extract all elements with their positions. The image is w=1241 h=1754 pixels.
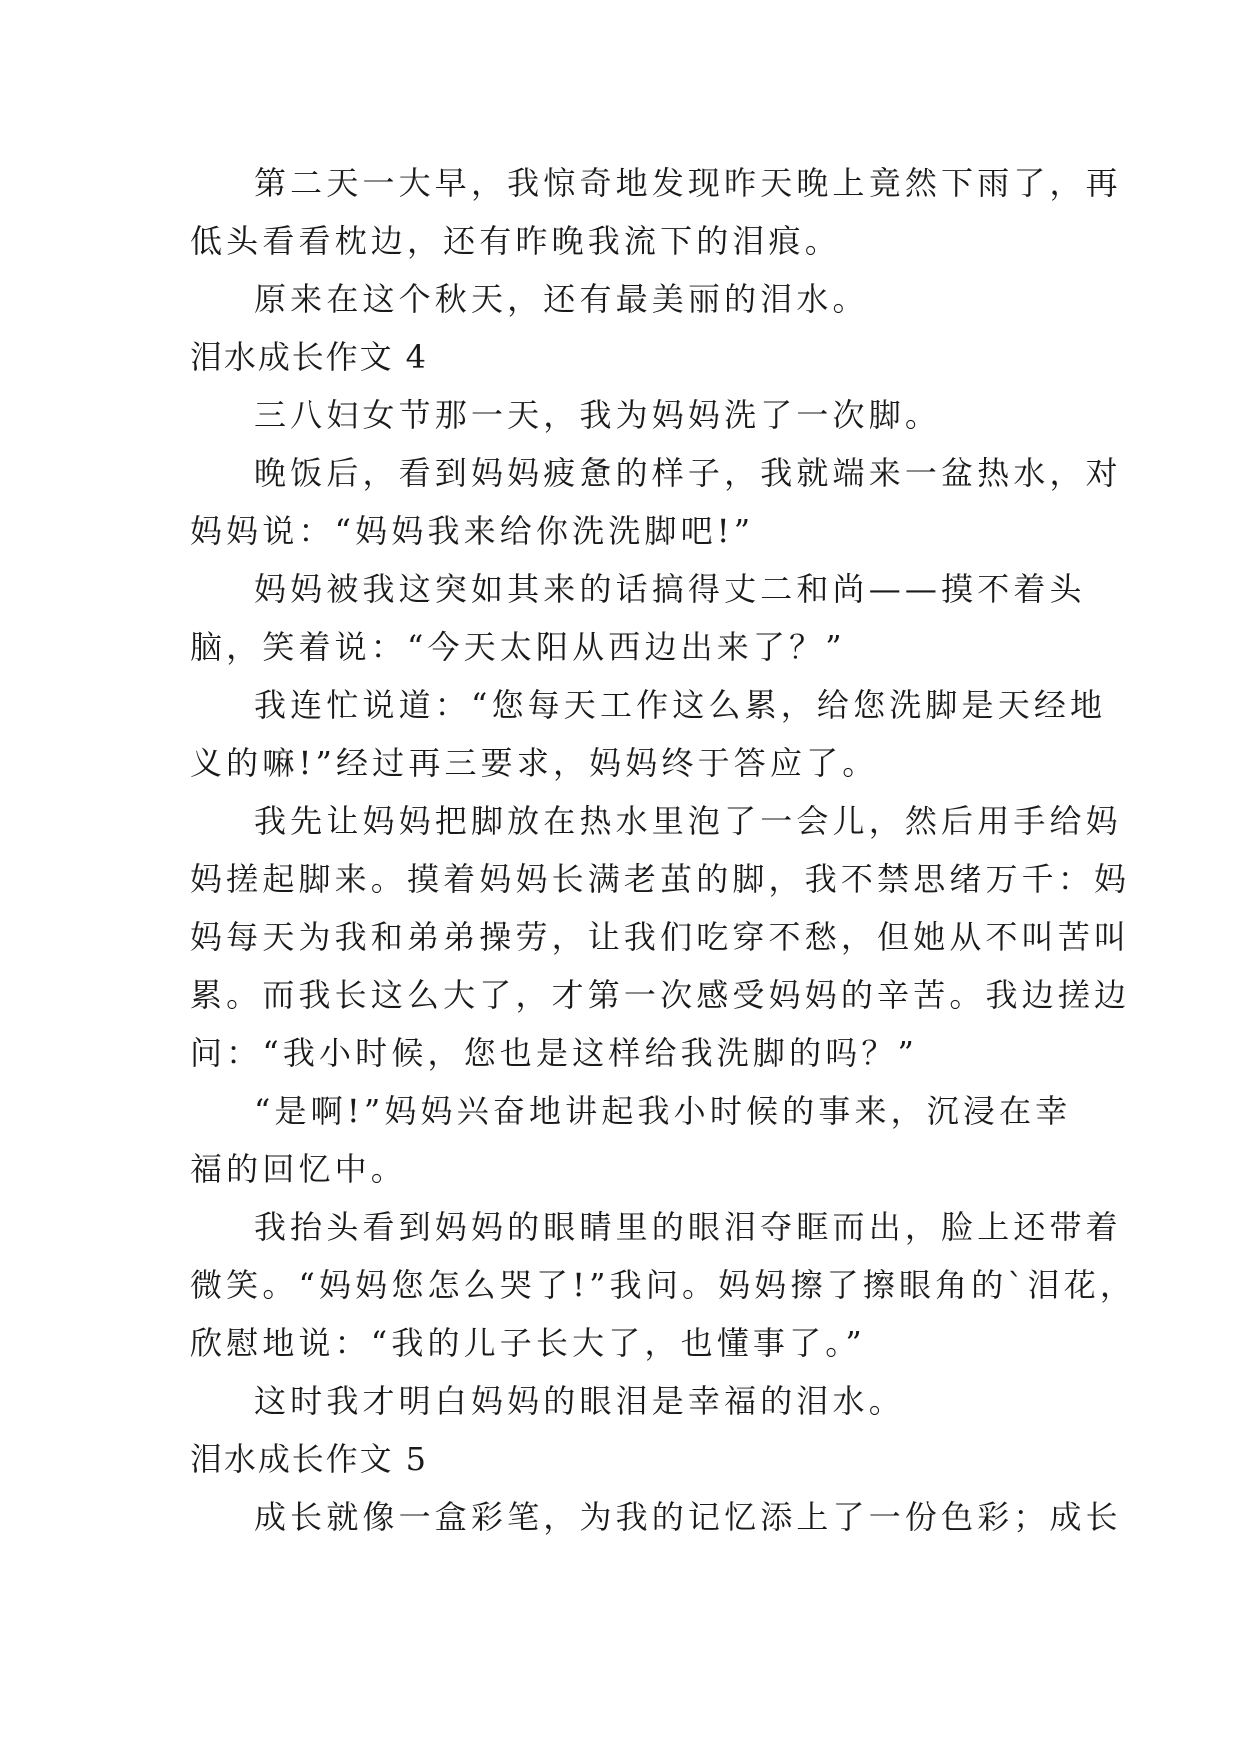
paragraph-line: 累。而我长这么大了，才第一次感受妈妈的辛苦。我边搓边 xyxy=(190,976,1131,1014)
paragraph-line: 我先让妈妈把脚放在热水里泡了一会儿，然后用手给妈 xyxy=(254,802,1122,840)
paragraph-line: 三八妇女节那一天，我为妈妈洗了一次脚。 xyxy=(254,396,942,434)
section-heading: 泪水成长作文 5 xyxy=(190,1440,428,1478)
paragraph-line: “是啊!”妈妈兴奋地讲起我小时候的事来，沉浸在幸 xyxy=(254,1092,1072,1130)
paragraph-line: 脑，笑着说：“今天太阳从西边出来了？” xyxy=(190,628,846,666)
paragraph-line: 问：“我小时候，您也是这样给我洗脚的吗？” xyxy=(190,1034,919,1072)
paragraph-line: 原来在这个秋天，还有最美丽的泪水。 xyxy=(254,280,869,318)
section-heading: 泪水成长作文 4 xyxy=(190,338,428,376)
paragraph-line: 妈妈被我这突如其来的话搞得丈二和尚——摸不着头 xyxy=(254,570,1086,608)
paragraph-line: 义的嘛!”经过再三要求，妈妈终于答应了。 xyxy=(190,744,879,782)
paragraph-line: 妈每天为我和弟弟操劳，让我们吃穿不愁，但她从不叫苦叫 xyxy=(190,918,1131,956)
paragraph-line: 微笑。“妈妈您怎么哭了!”我问。妈妈擦了擦眼角的`泪花， xyxy=(190,1266,1137,1304)
paragraph-line: 我抬头看到妈妈的眼睛里的眼泪夺眶而出，脸上还带着 xyxy=(254,1208,1122,1246)
paragraph-line: 晚饭后，看到妈妈疲惫的样子，我就端来一盆热水，对 xyxy=(254,454,1122,492)
paragraph-line: 第二天一大早，我惊奇地发现昨天晚上竟然下雨了，再 xyxy=(254,164,1122,202)
paragraph-line: 妈搓起脚来。摸着妈妈长满老茧的脚，我不禁思绪万千：妈 xyxy=(190,860,1131,898)
paragraph-line: 这时我才明白妈妈的眼泪是幸福的泪水。 xyxy=(254,1382,905,1420)
paragraph-line: 欣慰地说：“我的儿子长大了，也懂事了。” xyxy=(190,1324,866,1362)
paragraph-line: 妈妈说：“妈妈我来给你洗洗脚吧!” xyxy=(190,512,755,550)
paragraph-line: 我连忙说道：“您每天工作这么累，给您洗脚是天经地 xyxy=(254,686,1107,724)
paragraph-line: 成长就像一盒彩笔，为我的记忆添上了一份色彩；成长 xyxy=(254,1498,1122,1536)
paragraph-line: 低头看看枕边，还有昨晚我流下的泪痕。 xyxy=(190,222,841,260)
paragraph-line: 福的回忆中。 xyxy=(190,1150,407,1188)
